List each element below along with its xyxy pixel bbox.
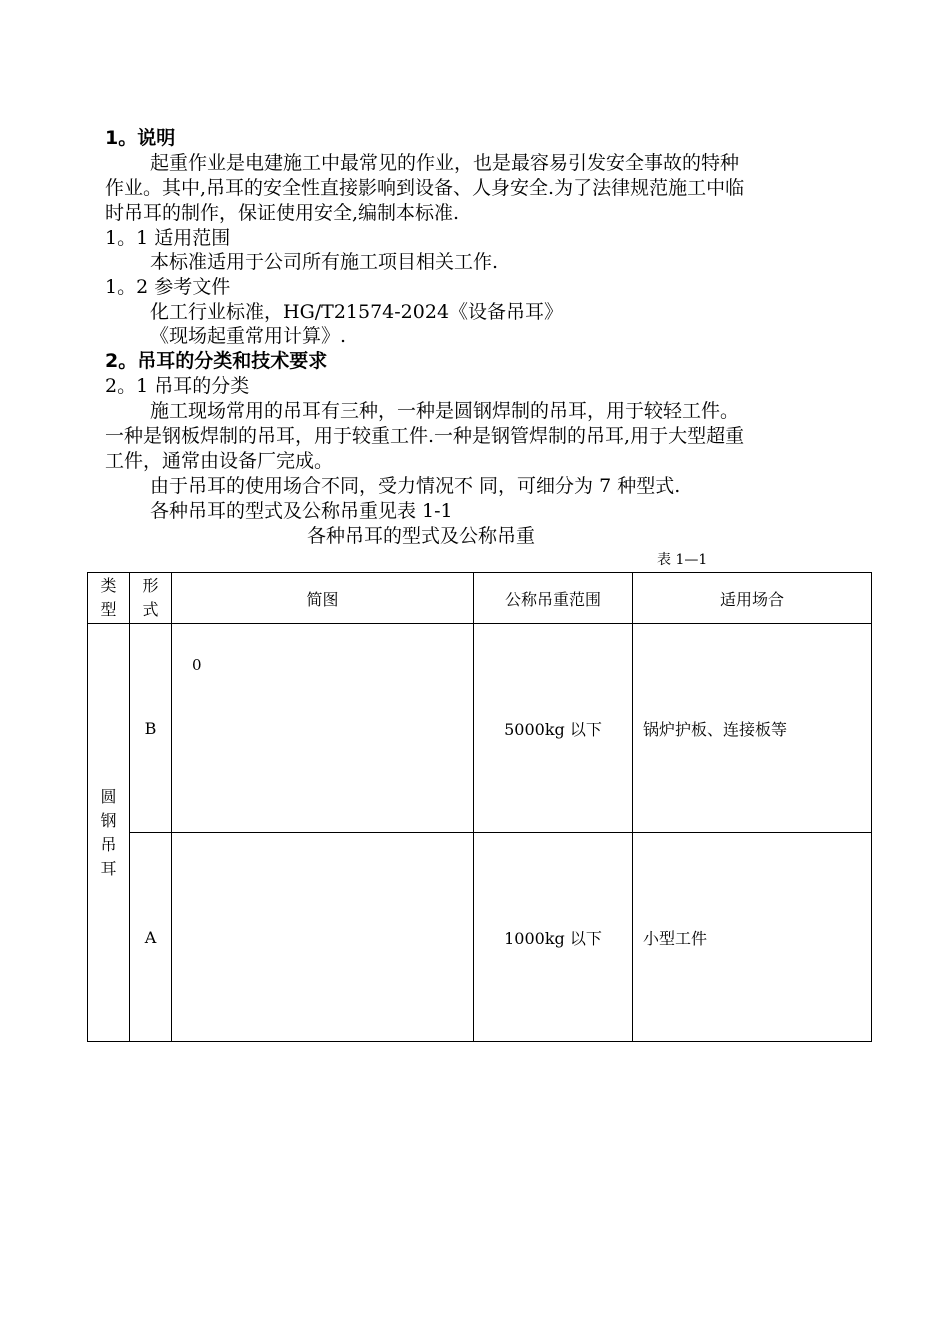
section-1-title: 1。说明 — [105, 127, 176, 149]
row-usage: 锅炉护板、连接板等 — [633, 624, 872, 833]
table-row — [88, 624, 872, 833]
reference-item: 《现场起重常用计算》. — [150, 325, 347, 347]
group-label-round-steel-lug: 圆 钢 吊 耳 — [88, 624, 130, 1042]
row-diagram — [172, 833, 474, 1042]
section-1-2-title: 1。2 参考文件 — [105, 276, 231, 298]
table-number: 表 1—1 — [657, 552, 708, 568]
header-usage: 适用场合 — [633, 573, 872, 624]
section-1-1-title: 1。1 适用范围 — [105, 227, 231, 249]
section-2-1-paragraph-line: 施工现场常用的吊耳有三种，一种是圆钢焊制的吊耳，用于较轻工件。 — [150, 400, 740, 422]
table-header-row — [88, 573, 872, 624]
row-form: B — [130, 624, 172, 833]
section-2-1-paragraph: 各种吊耳的型式及公称吊重见表 1-1 — [150, 500, 453, 522]
table-caption: 各种吊耳的型式及公称吊重 — [307, 525, 536, 547]
row-form: A — [130, 833, 172, 1042]
section-2-1-paragraph-line: 工件，通常由设备厂完成。 — [105, 450, 334, 472]
section-1-paragraph-line: 作业。其中,吊耳的安全性直接影响到设备、人身安全.为了法律规范施工中临 — [105, 177, 745, 199]
section-1-1-text: 本标准适用于公司所有施工项目相关工作. — [150, 251, 499, 273]
header-form: 形 式 — [130, 573, 172, 624]
table-row — [88, 833, 872, 1042]
header-load-range: 公称吊重范围 — [474, 573, 633, 624]
row-diagram — [172, 624, 474, 833]
header-type: 类 型 — [88, 573, 130, 624]
section-2-1-paragraph-line: 一种是钢板焊制的吊耳，用于较重工件.一种是钢管焊制的吊耳,用于大型超重 — [105, 425, 745, 447]
row-usage: 小型工件 — [633, 833, 872, 1042]
section-1-paragraph-line: 时吊耳的制作，保证使用安全,编制本标准. — [105, 202, 460, 224]
lifting-lug-table — [87, 572, 872, 1042]
reference-item: 化工行业标准，HG/T21574-2024《设备吊耳》 — [150, 301, 564, 323]
diagram-mark: 0 — [192, 656, 202, 674]
section-2-1-paragraph: 由于吊耳的使用场合不同，受力情况不 同，可细分为 7 种型式. — [150, 475, 681, 497]
section-2-1-title: 2。1 吊耳的分类 — [105, 375, 250, 397]
row-load-range: 1000kg 以下 — [474, 833, 633, 1042]
row-load-range: 5000kg 以下 — [474, 624, 633, 833]
section-1-paragraph-line: 起重作业是电建施工中最常见的作业，也是最容易引发安全事故的特种 — [150, 152, 740, 174]
header-diagram: 简图 — [172, 573, 474, 624]
section-2-title: 2。吊耳的分类和技术要求 — [105, 350, 328, 372]
